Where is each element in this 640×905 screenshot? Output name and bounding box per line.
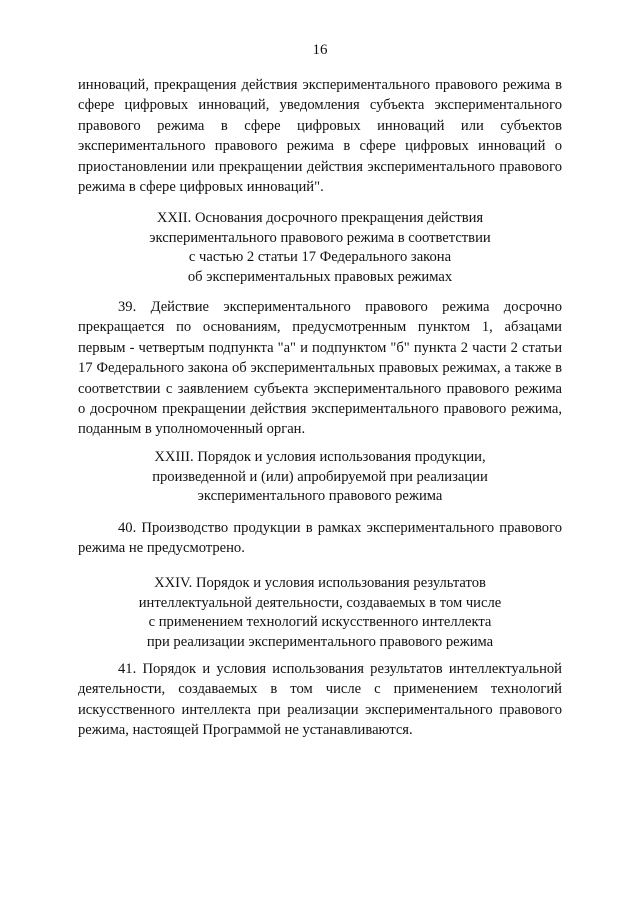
heading-line: экспериментального правового режима (197, 488, 443, 505)
heading-line: XXII. Основания досрочного прекращения действия (156, 210, 484, 226)
heading-line: произведенной и (или) апробируемой при реализации (152, 468, 488, 485)
heading-line: интеллектуальной деятельности, создаваемых в том числе (138, 594, 502, 611)
paragraph-continuation: инноваций, прекращения действия экспериментального правового режима в сфере цифровых инноваций, уведомления субъекта экспериментального правового режима в сфере цифровых инноваций или субъектов экспериментального правового режима в сфере цифровых инноваций о приостановлении или прекращении действия экспериментального правового режима в сфере цифровых инноваций". (78, 77, 562, 196)
page-number: 16 (312, 42, 328, 58)
heading-line: XXIII. Порядок и условия использования продукции, (154, 449, 486, 465)
heading-line: экспериментального правового режима в соответствии (149, 229, 491, 246)
paragraph-41: 41. Порядок и условия использования результатов интеллектуальной деятельности, создаваемых в том числе с применением технологий искусственного интеллекта при реализации экспериментального правового режима, настоящей Программой не устанавливаются. (78, 661, 562, 739)
heading-line: об экспериментальных правовых режимах (187, 268, 453, 285)
heading-line: с частью 2 статьи 17 Федерального закона (188, 249, 452, 266)
heading-line: XXIV. Порядок и условия использования результатов (154, 575, 486, 591)
section-heading-xxiv (78, 574, 562, 652)
paragraph-40: 40. Производство продукции в рамках экспериментального правового режима не предусмотрено. (78, 520, 562, 557)
heading-line: с применением технологий искусственного интеллекта (148, 614, 492, 631)
heading-line: при реализации экспериментального правового режима (146, 633, 494, 650)
section-heading-xxii (78, 209, 562, 287)
paragraph-39: 39. Действие экспериментального правового режима досрочно прекращается по основаниям, предусмотренным пунктом 1, абзацами первым - четвертым подпункта "а" и подпунктом "б" пункта 2 части 2 статьи 17 Федерального закона об экспериментальных правовых режимах, а также в соответствии с заявлением субъекта экспериментального правового режима о досрочном прекращении действия экспериментального правового режима, поданным в уполномоченный орган. (78, 299, 562, 438)
section-heading-xxiii (78, 448, 562, 507)
